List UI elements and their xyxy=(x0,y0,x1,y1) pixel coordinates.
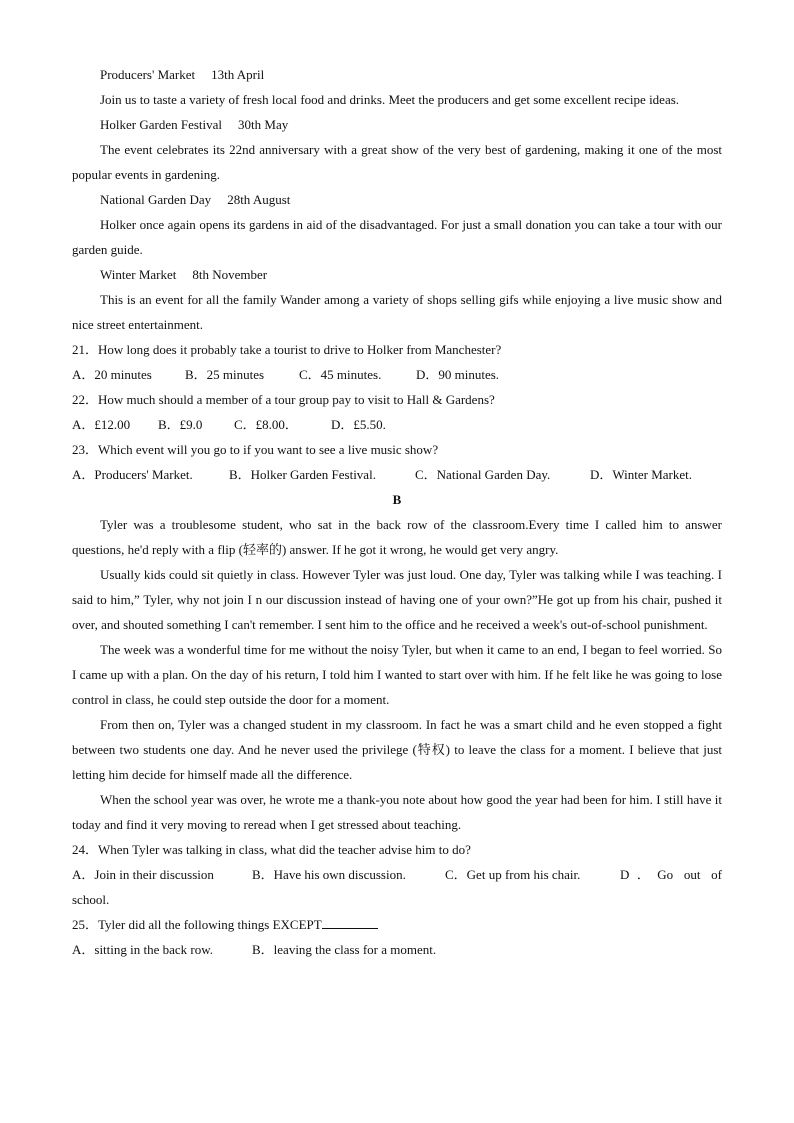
passage-paragraph: The week was a wonderful time for me without the noisy Tyler, but when it came to an end, I began to feel worried. So I came up with a plan. On the day of his return, I told him I wanted to start over with him. If he felt like he was going to lose control in class, he could step outside the door for a moment. xyxy=(72,642,722,707)
option-b: B．£9.0 xyxy=(158,417,203,432)
question-stem: 24．When Tyler was talking in class, what did the teacher advise him to do? xyxy=(72,842,471,857)
event-name: Producers' Market xyxy=(100,67,196,82)
question-stem: 21．How long does it probably take a tourist to drive to Holker from Manchester? xyxy=(72,342,502,357)
event-name: Winter Market xyxy=(100,267,177,282)
passage-paragraph: Tyler was a troublesome student, who sat in the back row of the classroom.Every time I called him to answer questions, he'd reply with a flip (轻率的) answer. If he got it wrong, he would get very angry. xyxy=(72,517,722,557)
option-d: D．Winter Market. xyxy=(590,467,693,482)
passage-paragraph: When the school year was over, he wrote me a thank-you note about how good the year had been for him. I still have it today and find it very moving to reread when I get stressed about teaching. xyxy=(72,792,722,832)
event-description: Join us to taste a variety of fresh local food and drinks. Meet the producers and get some excellent recipe ideas. xyxy=(100,92,680,107)
option-d: D．90 minutes. xyxy=(416,367,500,382)
event-date: 8th November xyxy=(192,267,268,282)
question-options xyxy=(72,412,722,437)
option-a: A．20 minutes xyxy=(72,367,152,382)
option-a: A．Producers' Market. xyxy=(72,467,193,482)
event-heading xyxy=(72,62,722,87)
event-date: 30th May xyxy=(238,117,289,132)
option-b: B．Holker Garden Festival. xyxy=(229,467,376,482)
question-stem-line xyxy=(72,912,722,937)
event-description: This is an event for all the family Wander among a variety of shops selling gifs while enjoying a live music show and nice street entertainment. xyxy=(72,292,722,332)
question-options xyxy=(72,937,722,962)
event-heading xyxy=(72,187,722,212)
event-description: The event celebrates its 22nd anniversary with a great show of the very best of gardening, making it one of the most popular events in gardening. xyxy=(72,142,722,182)
question-options xyxy=(72,862,722,912)
event-date: 28th August xyxy=(227,192,291,207)
event-name: National Garden Day xyxy=(100,192,212,207)
option-b: B．leaving the class for a moment. xyxy=(252,942,437,957)
answer-blank xyxy=(322,914,378,929)
event-date: 13th April xyxy=(211,67,265,82)
passage-paragraph: Usually kids could sit quietly in class. However Tyler was just loud. One day, Tyler was talking while I was teaching. I said to him,” Tyler, why not join I n our discussion instead of having one of your own?”He got up from his chair, pushed it over, and shouted something I can't remember. I sent him to the office and he received a week's out-of-school punishment. xyxy=(72,567,722,632)
option-b: B．25 minutes xyxy=(185,367,265,382)
option-c: C．National Garden Day. xyxy=(415,467,551,482)
option-a: A．Join in their discussion xyxy=(72,867,214,882)
option-d: D．Go out of school. xyxy=(72,867,722,907)
passage-paragraph: From then on, Tyler was a changed student in my classroom. In fact he was a smart child and he even stopped a fight between two students one day. And he never used the privilege (特权) to leave the class for a moment. I believe that just letting him decide for himself made all the difference. xyxy=(72,717,722,782)
option-a: A．£12.00 xyxy=(72,417,131,432)
event-heading xyxy=(72,262,722,287)
question-stem: 23．Which event will you go to if you want to see a live music show? xyxy=(72,442,439,457)
question-options xyxy=(72,462,722,487)
option-c: C．Get up from his chair. xyxy=(445,867,581,882)
option-a: A．sitting in the back row. xyxy=(72,942,214,957)
question-options xyxy=(72,362,722,387)
event-description: Holker once again opens its gardens in aid of the disadvantaged. For just a small donation you can take a tour with our garden guide. xyxy=(72,217,722,257)
option-c: C．45 minutes. xyxy=(299,367,382,382)
question-stem: 25．Tyler did all the following things EXCEPT xyxy=(72,917,322,932)
document-page xyxy=(72,62,722,962)
section-title: B xyxy=(392,492,402,507)
option-c: C．£8.00． xyxy=(234,417,298,432)
event-heading xyxy=(72,112,722,137)
option-b: B．Have his own discussion. xyxy=(252,867,406,882)
option-d: D．£5.50. xyxy=(331,417,386,432)
question-stem: 22．How much should a member of a tour group pay to visit to Hall & Gardens? xyxy=(72,392,495,407)
event-name: Holker Garden Festival xyxy=(100,117,223,132)
